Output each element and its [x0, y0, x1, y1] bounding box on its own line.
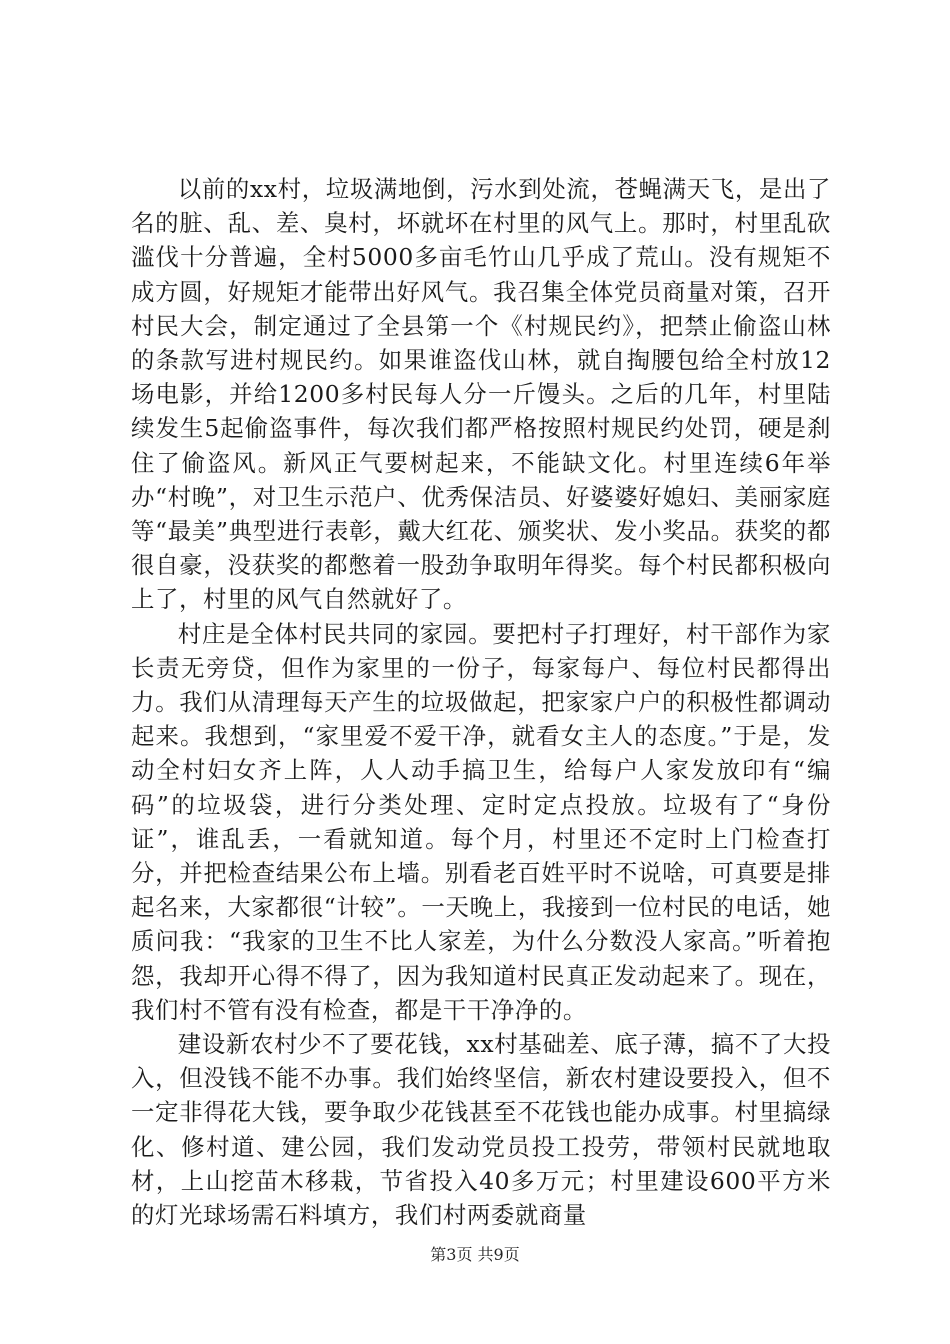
paragraph-2: 村庄是全体村民共同的家园。要把村子打理好，村干部作为家长责无旁贷，但作为家里的一份子，每家每户、每位村民都得出力。我们从清理每天产生的垃圾做起，把家家户户的积极性都调动起来。我想到，“家里爱不爱干净，就看女主人的态度。”于是，发动全村妇女齐上阵，人人动手搞卫生，给每户人家发放印有“编码”的垃圾袋，进行分类处理、定时定点投放。垃圾有了“身份证”，谁乱丢，一看就知道。每个月，村里还不定时上门检查打分，并把检查结果公布上墙。别看老百姓平时不说啥，可真要是排起名来，大家都很“计较”。一天晚上，我接到一位村民的电话，她质问我：“我家的卫生不比人家差，为什么分数没人家高。”听着抱怨，我却开心得不得了，因为我知道村民真正发动起来了。现在，我们村不管有没有检查，都是干干净净的。 [131, 619, 831, 1024]
document-body [131, 172, 831, 1232]
paragraph-1: 以前的xx村，垃圾满地倒，污水到处流，苍蝇满天飞，是出了名的脏、乱、差、臭村，坏就坏在村里的风气上。那时，村里乱砍滥伐十分普遍，全村5000多亩毛竹山几乎成了荒山。没有规矩不成方圆，好规矩才能带出好风气。我召集全体党员商量对策，召开村民大会，制定通过了全县第一个《村规民约》，把禁止偷盗山林的条款写进村规民约。如果谁盗伐山林，就自掏腰包给全村放12场电影，并给1200多村民每人分一斤馒头。之后的几年，村里陆续发生5起偷盗事件，每次我们都严格按照村规民约处罚，硬是刹住了偷盗风。新风正气要树起来，不能缺文化。村里连续6年举办“村晚”，对卫生示范户、优秀保洁员、好婆婆好媳妇、美丽家庭等“最美”典型进行表彰，戴大红花、颁奖状、发小奖品。获奖的都很自豪，没获奖的都憋着一股劲争取明年得奖。每个村民都积极向上了，村里的风气自然就好了。 [131, 175, 831, 614]
paragraph-3: 建设新农村少不了要花钱，xx村基础差、底子薄，搞不了大投入，但没钱不能不办事。我们始终坚信，新农村建设要投入，但不一定非得花大钱，要争取少花钱甚至不花钱也能办成事。村里搞绿化、修村道、建公园，我们发动党员投工投劳，带领村民就地取材，上山挖苗木移栽，节省投入40多万元；村里建设600平方米的灯光球场需石料填方，我们村两委就商量 [131, 1030, 831, 1230]
page-number: 第3页 共9页 [430, 1245, 520, 1264]
page-footer [0, 1245, 950, 1265]
